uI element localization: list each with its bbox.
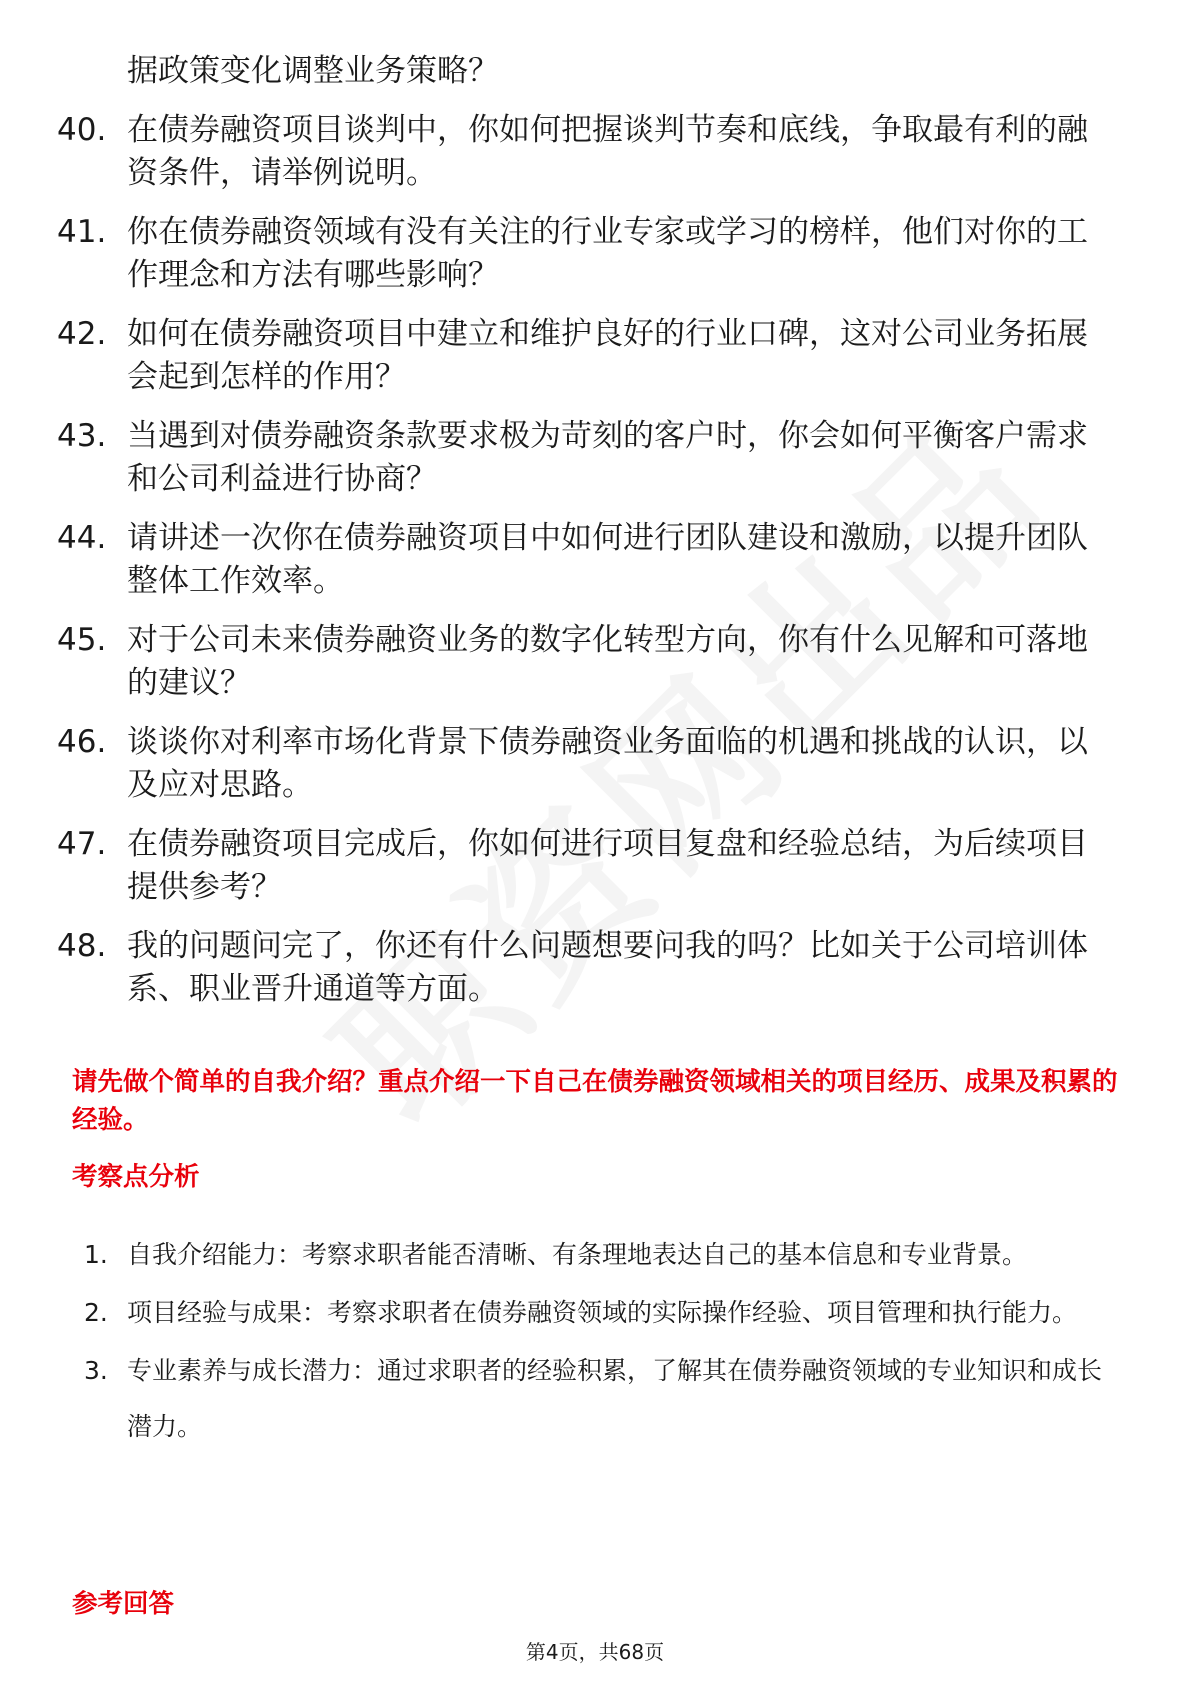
question-text: 我的问题问完了，你还有什么问题想要问我的吗？比如关于公司培训体系、职业晋升通道等方面。	[127, 928, 1088, 1007]
analysis-item	[0, 1343, 1190, 1455]
question-continuation: 据政策变化调整业务策略？	[127, 53, 499, 89]
question-number: 47.	[57, 826, 107, 862]
question-text: 如何在债券融资项目中建立和维护良好的行业口碑，这对公司业务拓展会起到怎样的作用？	[127, 316, 1088, 395]
question-item	[0, 517, 1190, 603]
analysis-text: 自我介绍能力：考察求职者能否清晰、有条理地表达自己的基本信息和专业背景。	[127, 1240, 1028, 1269]
question-text: 当遇到对债券融资条款要求极为苛刻的客户时，你会如何平衡客户需求和公司利益进行协商？	[127, 418, 1088, 497]
question-item	[0, 619, 1190, 705]
question-text: 谈谈你对利率市场化背景下债券融资业务面临的机遇和挑战的认识，以及应对思路。	[127, 724, 1088, 803]
question-number: 48.	[57, 928, 107, 964]
analysis-number: 2.	[84, 1298, 108, 1327]
question-item	[0, 313, 1190, 399]
analysis-text: 项目经验与成果：考察求职者在债券融资领域的实际操作经验、项目管理和执行能力。	[127, 1298, 1078, 1327]
analysis-title: 考察点分析	[72, 1162, 200, 1192]
question-item	[0, 109, 1190, 195]
question-text: 你在债券融资领域有没有关注的行业专家或学习的榜样，他们对你的工作理念和方法有哪些影响？	[127, 214, 1088, 293]
analysis-number: 3.	[84, 1356, 108, 1385]
question-number: 45.	[57, 622, 107, 658]
analysis-item	[0, 1285, 1190, 1341]
analysis-item	[0, 1227, 1190, 1283]
question-item	[0, 823, 1190, 909]
question-item	[0, 211, 1190, 297]
page-footer: 第4页，共68页	[525, 1640, 665, 1664]
question-number: 42.	[57, 316, 107, 352]
question-item	[0, 925, 1190, 1011]
analysis-list	[0, 1227, 1190, 1457]
reference-answer-title: 参考回答	[72, 1589, 175, 1619]
question-number: 43.	[57, 418, 107, 454]
question-number: 40.	[57, 112, 107, 148]
question-number: 41.	[57, 214, 107, 250]
question-text: 请讲述一次你在债券融资项目中如何进行团队建设和激励，以提升团队整体工作效率。	[127, 520, 1088, 599]
question-text: 对于公司未来债券融资业务的数字化转型方向，你有什么见解和可落地的建议？	[127, 622, 1088, 701]
question-text: 在债券融资项目谈判中，你如何把握谈判节奏和底线，争取最有利的融资条件，请举例说明。	[127, 112, 1088, 191]
analysis-number: 1.	[84, 1240, 108, 1269]
question-number: 44.	[57, 520, 107, 556]
question-item	[0, 721, 1190, 807]
highlight-question: 请先做个简单的自我介绍？重点介绍一下自己在债券融资领域相关的项目经历、成果及积累的经验。	[72, 1067, 1118, 1135]
question-number: 46.	[57, 724, 107, 760]
question-text: 在债券融资项目完成后，你如何进行项目复盘和经验总结，为后续项目提供参考？	[127, 826, 1088, 905]
question-list	[0, 109, 1190, 1027]
question-item	[0, 415, 1190, 501]
analysis-text: 专业素养与成长潜力：通过求职者的经验积累，了解其在债券融资领域的专业知识和成长潜力。	[127, 1356, 1103, 1441]
